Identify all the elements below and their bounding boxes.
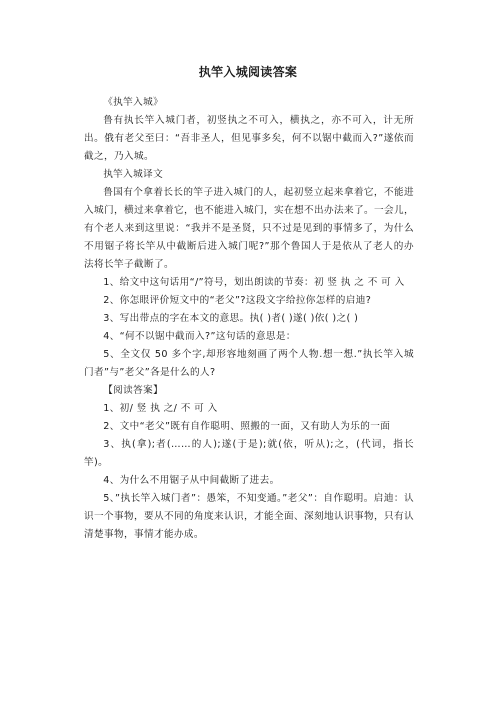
paragraph-translation-text: 鲁国有个拿着长长的竿子进入城门的人，起初竖立起来拿着它，不能进入城门，横过来拿着它，也不能进入城门，实在想不出办法来了。一会儿，有个老人来到这里说：“我并不是圣贤，只不过是见到的事情多了，为什么不用锯子将长竿从中截断后进入城门呢?”那个鲁国人于是依从了老人的办法将长竿子截断了。 (84, 187, 414, 270)
answer-2: 2、文中“老父”既有自作聪明、照搬的一面，又有助人为乐的一面 (103, 421, 391, 432)
question-2: 2、你怎眼评价短文中的“老父”?这段文字给拉你怎样的启迪? (103, 295, 372, 306)
paragraph-translation-heading: 执竿入城译文 (103, 169, 164, 180)
question-5: 5、全文仅 50 多个字,却形容地刻画了两个人物.想一想.”执长竿入城门者”与”老父”各是什么的人? (84, 349, 414, 378)
document-body (84, 94, 414, 544)
answer-5: 5、”执长竿入城门者”：愚笨，不知变通。”老父”：自作聪明。启迪：认识一个事物，要从不同的角度来认识，才能全面、深刻地认识事物，只有认清楚事物，事情才能办成。 (84, 493, 414, 540)
paragraph-source-title: 《执竿入城》 (103, 97, 164, 108)
question-3: 3、写出带点的字在本文的意思。执( )者( )遂( )依( )之( ) (103, 313, 359, 324)
paragraph-source-text: 鲁有执长竿入城门者，初竖执之不可入，横执之，亦不可入，计无所出。俄有老父至曰：“吾非圣人，但见事多矣，何不以锯中截而入?”遂依而截之，乃入城。 (84, 115, 414, 162)
question-1: 1、给文中这句话用“/”符号，划出朗读的节奏：初 竖 执 之 不 可 入 (103, 277, 405, 288)
question-4: 4、“何不以锯中截而入?”这句话的意思是： (103, 331, 296, 342)
answer-1: 1、初/ 竖 执 之/ 不 可 入 (103, 403, 218, 414)
answer-3: 3、执(拿);者(……的人);遂(于是);就(依，听从);之，(代词，指长竿)。 (84, 439, 414, 468)
answers-heading: 【阅读答案】 (103, 385, 164, 396)
answer-4: 4、为什么不用锯子从中间截断了进去。 (103, 475, 280, 486)
document-title: 执竿入城阅读答案 (198, 65, 298, 79)
